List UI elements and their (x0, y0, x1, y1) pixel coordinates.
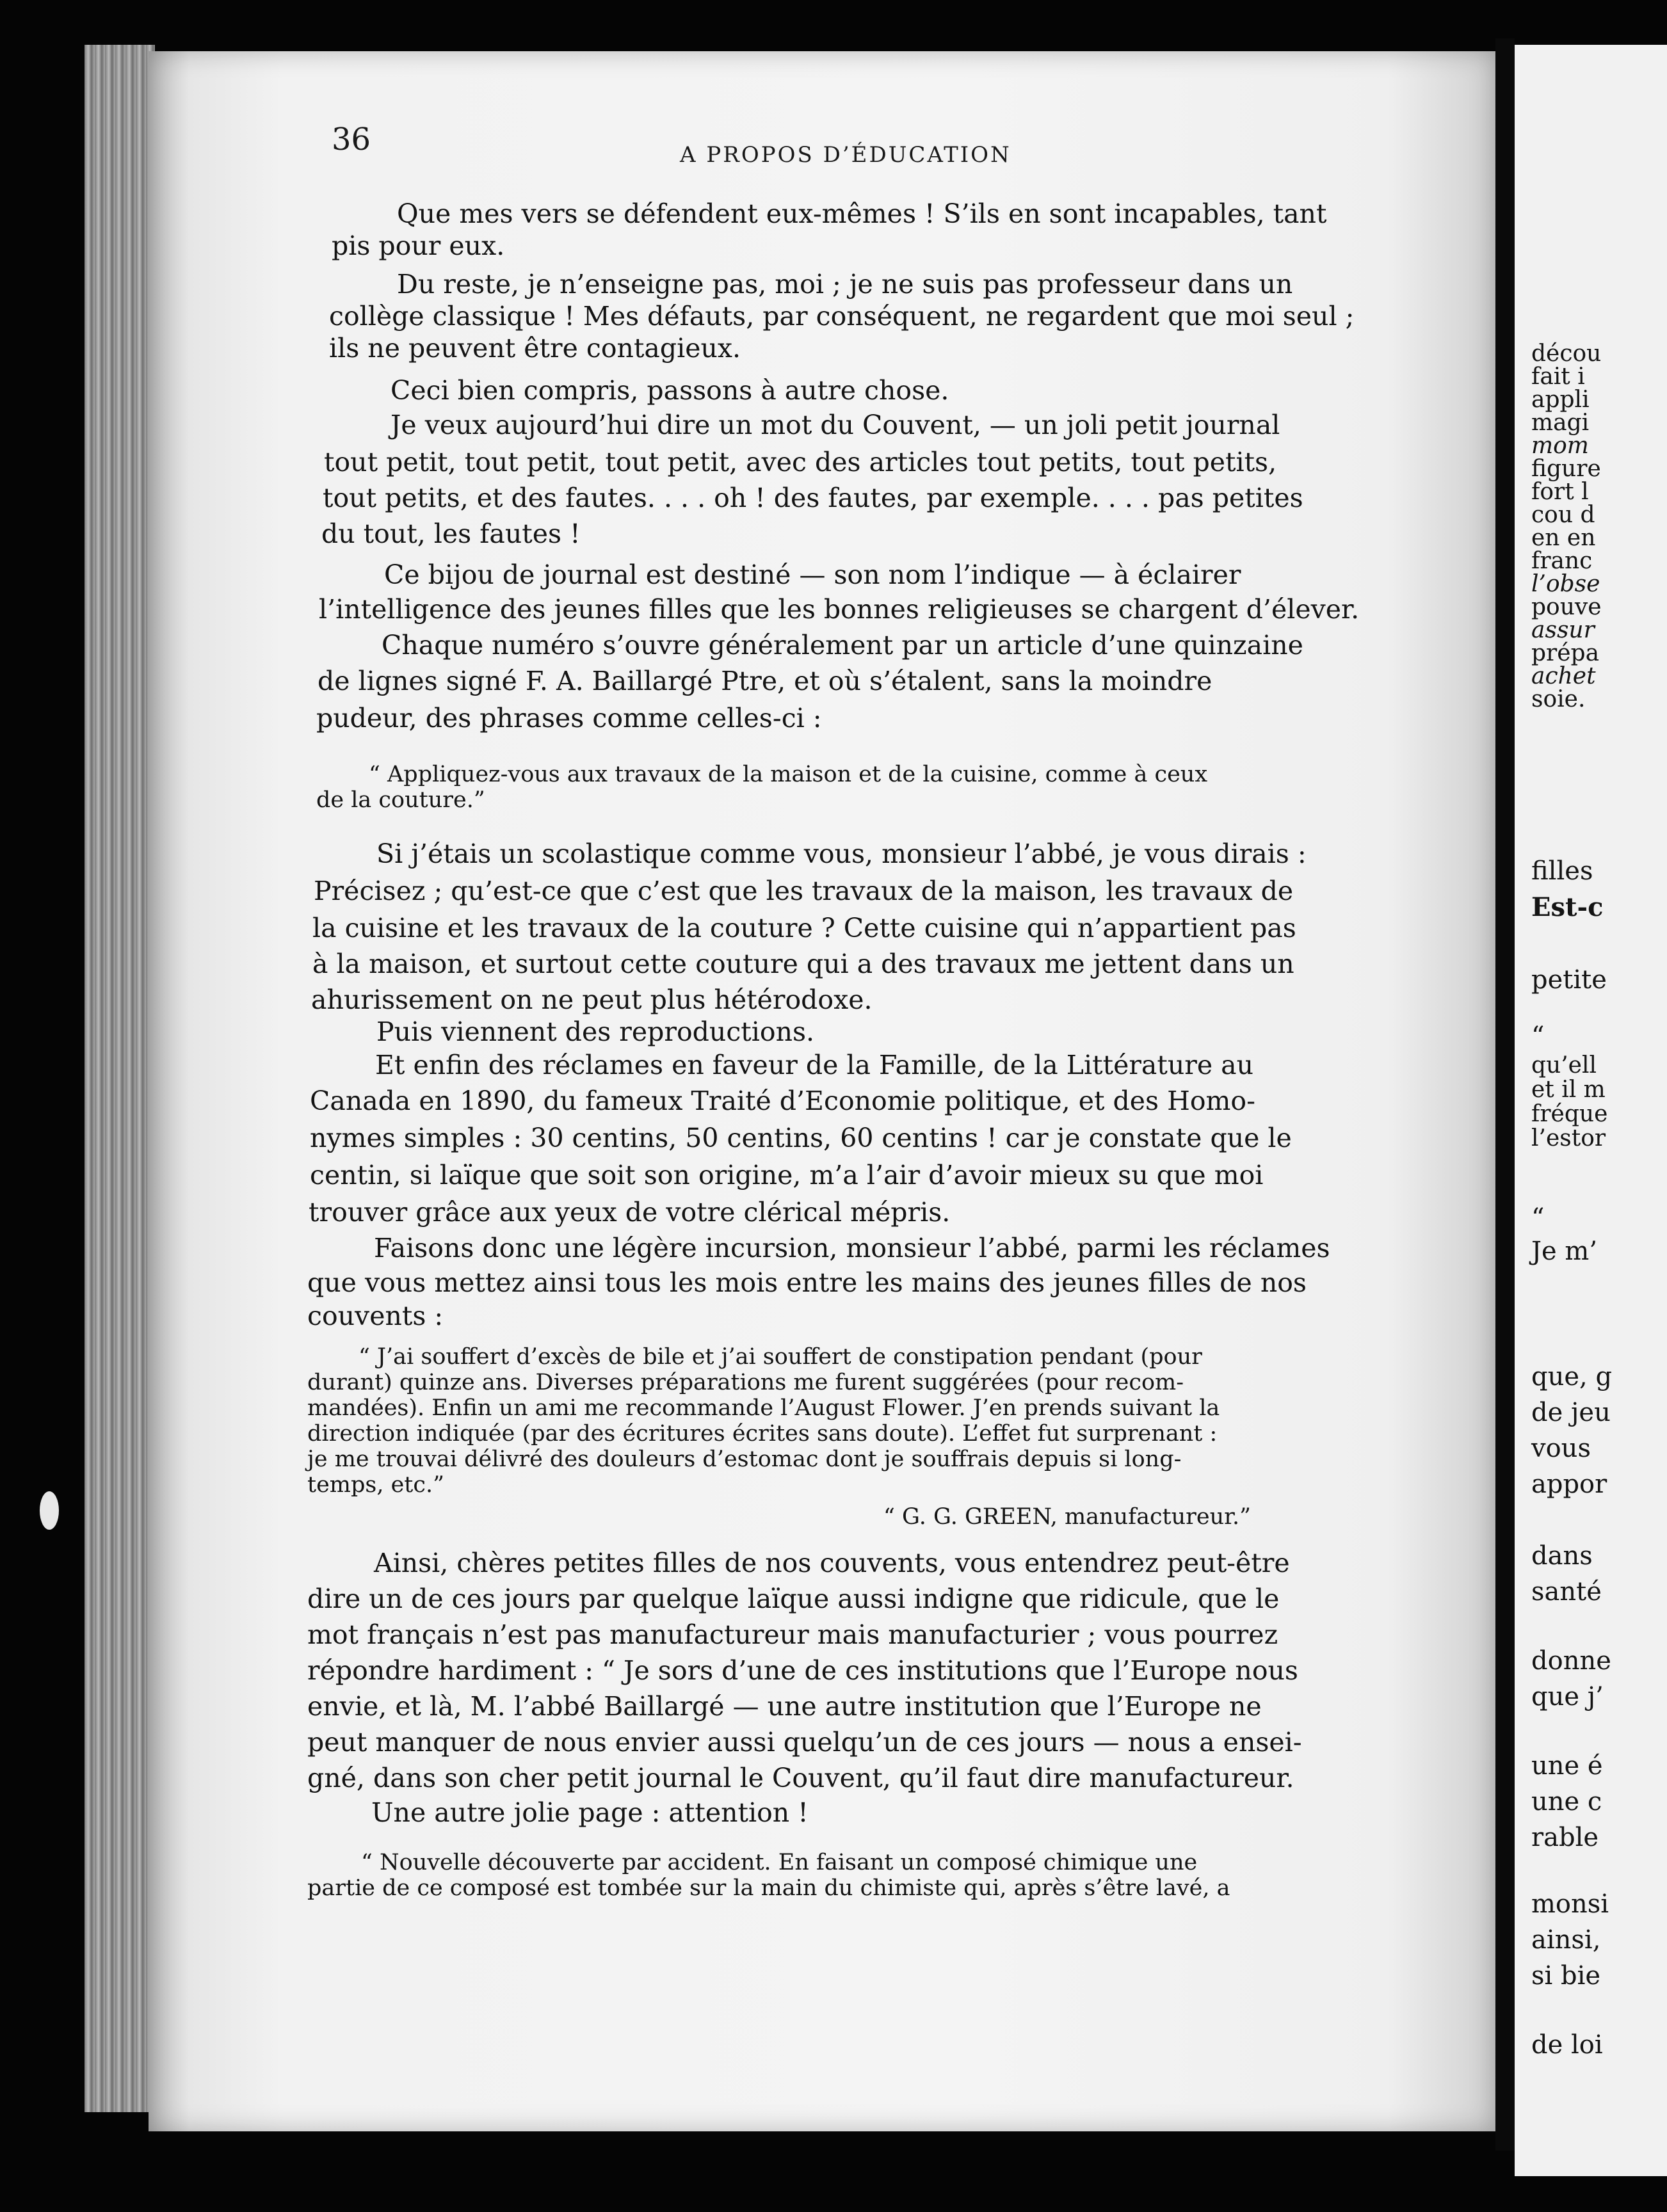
right-text-fragment: figure (1531, 456, 1601, 482)
quote-line: partie de ce composé est tombée sur la main du chimiste qui, après s’être lavé, a (307, 1875, 1230, 1901)
text-line: Si j’étais un scolastique comme vous, monsieur l’abbé, je vous dirais : (376, 838, 1307, 869)
right-text-fragment: “ (1531, 1022, 1545, 1051)
text-line: gné, dans son cher petit journal le Couvent, qu’il faut dire manufactureur. (307, 1763, 1294, 1793)
quote-line: mandées). Enfin un ami me recommande l’August Flower. J’en prends suivant la (307, 1395, 1220, 1421)
right-text-fragment: rable (1531, 1823, 1599, 1852)
text-line: répondre hardiment : “ Je sors d’une de ces institutions que l’Europe nous (307, 1655, 1298, 1686)
text-line: pudeur, des phrases comme celles-ci : (316, 703, 822, 733)
text-line: pis pour eux. (332, 230, 505, 261)
right-text-fragment: si bie (1531, 1961, 1601, 1991)
text-line: Chaque numéro s’ouvre généralement par un article d’une quinzaine (382, 630, 1303, 661)
text-line: Et enfin des réclames en faveur de la Famille, de la Littérature au (375, 1050, 1253, 1080)
text-line: Je veux aujourd’hui dire un mot du Couvent, — un joli petit journal (391, 410, 1280, 440)
text-line: tout petits, et des fautes. . . . oh ! des fautes, par exemple. . . . pas petites (323, 483, 1303, 513)
right-text-fragment: mom (1531, 433, 1589, 459)
page-number: 36 (332, 122, 371, 157)
quote-line: “ Nouvelle découverte par accident. En faisant un composé chimique une (361, 1850, 1198, 1875)
right-text-fragment: appli (1531, 387, 1590, 413)
quote-line: de la couture.” (316, 787, 485, 813)
right-text-fragment: appor (1531, 1470, 1607, 1499)
text-line: Que mes vers se défendent eux-mêmes ! S’ils en sont incapables, tant (397, 198, 1327, 229)
right-text-fragment: cou d (1531, 502, 1595, 528)
right-text-fragment: fait i (1531, 364, 1585, 390)
text-line: collège classique ! Mes défauts, par conséquent, ne regardent que moi seul ; (329, 301, 1355, 332)
right-text-fragment: petite (1531, 965, 1607, 995)
text-line: que vous mettez ainsi tous les mois entre les mains des jeunes filles de nos (307, 1267, 1307, 1298)
quote-signature: “ G. G. GREEN, manufactureur.” (883, 1504, 1252, 1530)
right-text-fragment: Je m’ (1531, 1237, 1598, 1266)
text-line: Ceci bien compris, passons à autre chose. (391, 375, 949, 406)
text-line: Ainsi, chères petites filles de nos couvents, vous entendrez peut-être (374, 1548, 1290, 1578)
right-text-fragment: filles (1531, 856, 1593, 886)
right-text-fragment: Est-c (1531, 892, 1604, 922)
right-text-fragment: décou (1531, 341, 1602, 367)
right-text-fragment: magi (1531, 410, 1590, 436)
right-text-fragment: vous (1531, 1434, 1591, 1463)
quote-line: “ Appliquez-vous aux travaux de la maison et de la cuisine, comme à ceux (369, 762, 1208, 787)
text-line: tout petit, tout petit, tout petit, avec des articles tout petits, tout petits, (324, 447, 1277, 477)
text-line: trouver grâce aux yeux de votre clérical mépris. (309, 1197, 951, 1228)
right-text-fragment: donne (1531, 1646, 1611, 1676)
text-line: ahurissement on ne peut plus hétérodoxe. (311, 984, 873, 1015)
right-text-fragment: que j’ (1531, 1682, 1604, 1711)
text-line: du tout, les fautes ! (321, 518, 581, 549)
text-line: centin, si laïque que soit son origine, m’a l’air d’avoir mieux su que moi (310, 1160, 1264, 1190)
text-line: dire un de ces jours par quelque laïque aussi indigne que ridicule, que le (307, 1583, 1280, 1614)
text-line: Du reste, je n’enseigne pas, moi ; je ne suis pas professeur dans un (397, 269, 1293, 300)
right-page-fragment (1515, 45, 1667, 2176)
text-line: Puis viennent des reproductions. (376, 1016, 815, 1047)
right-text-fragment: fréque (1531, 1101, 1608, 1127)
text-line: l’intelligence des jeunes filles que les bonnes religieuses se chargent d’élever. (319, 594, 1360, 625)
right-text-fragment: assur (1531, 617, 1595, 643)
quote-line: durant) quinze ans. Diverses préparations me furent suggérées (pour recom- (307, 1370, 1184, 1395)
right-text-fragment: en en (1531, 525, 1596, 551)
text-line: Une autre jolie page : attention ! (371, 1797, 809, 1828)
right-text-fragment: de jeu (1531, 1398, 1611, 1427)
book-gutter (1495, 38, 1515, 2151)
book-page-edges (85, 45, 155, 2112)
right-text-fragment: santé (1531, 1577, 1602, 1607)
text-line: envie, et là, M. l’abbé Baillargé — une autre institution que l’Europe ne (307, 1691, 1262, 1722)
quote-line: “ J’ai souffert d’excès de bile et j’ai souffert de constipation pendant (pour (358, 1344, 1202, 1370)
quote-line: temps, etc.” (307, 1472, 444, 1498)
text-line: nymes simples : 30 centins, 50 centins, 60 centins ! car je constate que le (310, 1123, 1292, 1153)
right-text-fragment: de loi (1531, 2030, 1603, 2060)
right-text-fragment: pouve (1531, 594, 1602, 620)
text-line: à la maison, et surtout cette couture qui a des travaux me jettent dans un (312, 949, 1294, 979)
text-line: Ce bijou de journal est destiné — son nom l’indique — à éclairer (384, 559, 1241, 590)
right-text-fragment: et il m (1531, 1077, 1606, 1103)
right-text-fragment: prépa (1531, 640, 1600, 666)
right-text-fragment: que, g (1531, 1362, 1613, 1391)
right-text-fragment: l’obse (1531, 571, 1600, 597)
right-text-fragment: soie. (1531, 686, 1586, 712)
right-text-fragment: ainsi, (1531, 1925, 1601, 1955)
right-text-fragment: une é (1531, 1751, 1603, 1781)
right-text-fragment: “ (1531, 1203, 1545, 1233)
right-text-fragment: une c (1531, 1787, 1602, 1816)
text-line: Précisez ; qu’est-ce que c’est que les travaux de la maison, les travaux de (314, 876, 1294, 906)
right-text-fragment: achet (1531, 663, 1596, 689)
right-text-fragment: franc (1531, 548, 1593, 574)
quote-line: je me trouvai délivré des douleurs d’estomac dont je souffrais depuis si long- (307, 1447, 1182, 1472)
text-line: la cuisine et les travaux de la couture ? Cette cuisine qui n’appartient pas (312, 913, 1296, 943)
page-body (307, 198, 1415, 1914)
text-line: couvents : (307, 1301, 444, 1331)
ink-blot (40, 1491, 59, 1530)
right-text-fragment: qu’ell (1531, 1052, 1597, 1078)
running-head: A PROPOS D’ÉDUCATION (680, 142, 1011, 168)
right-text-fragment: monsi (1531, 1889, 1609, 1919)
text-line: de lignes signé F. A. Baillargé Ptre, et où s’étalent, sans la moindre (318, 666, 1212, 696)
text-line: mot français n’est pas manufactureur mais manufacturier ; vous pourrez (307, 1619, 1278, 1650)
text-line: peut manquer de nous envier aussi quelqu’un de ces jours — nous a ensei- (307, 1727, 1302, 1758)
right-text-fragment: l’estor (1531, 1125, 1606, 1151)
quote-line: direction indiquée (par des écritures écrites sans doute). L’effet fut surprenant : (307, 1421, 1218, 1447)
right-text-fragment: fort l (1531, 479, 1589, 505)
text-line: Faisons donc une légère incursion, monsieur l’abbé, parmi les réclames (374, 1233, 1330, 1263)
text-line: Canada en 1890, du fameux Traité d’Economie politique, et des Homo- (310, 1086, 1255, 1116)
text-line: ils ne peuvent être contagieux. (329, 333, 741, 364)
right-text-fragment: dans (1531, 1541, 1593, 1571)
